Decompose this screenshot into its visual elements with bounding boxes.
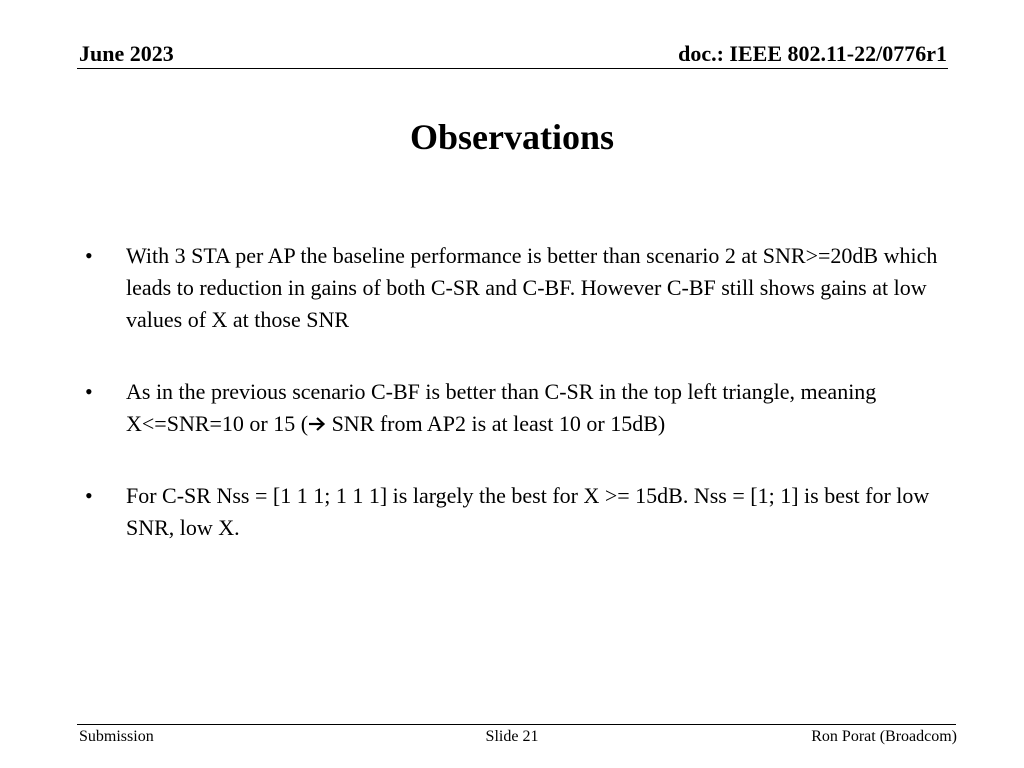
right-arrow-icon [308, 416, 326, 432]
slide-title: Observations [409, 117, 614, 157]
bullet-text: With 3 STA per AP the baseline performance is better than scenario 2 at SNR>=20dB which leads to reduction in gains of both C-SR and C-BF. However C-BF still shows gains at low values of X at those SNR [126, 243, 938, 332]
bullet-item [85, 480, 955, 544]
bullet-item [85, 376, 955, 440]
footer-author: Ron Porat (Broadcom) [811, 728, 957, 745]
bullet-text: SNR from AP2 is at least 10 or 15dB) [326, 411, 666, 436]
bullet-marker: • [85, 379, 93, 404]
bullet-text: As in the previous scenario C-BF is better than C-SR in the top left triangle, meaning X<=SNR=10 or 15 ( [126, 379, 877, 436]
footer-slide-number: Slide 21 [485, 728, 539, 745]
bullet-text: For C-SR Nss = [1 1 1; 1 1 1] is largely the best for X >= 15dB. Nss = [1; 1] is best for low SNR, low X. [126, 483, 930, 540]
bullet-item [85, 240, 955, 336]
header-doc-id: doc.: IEEE 802.11-22/0776r1 [678, 41, 947, 66]
footer-divider [77, 724, 956, 725]
header-date: June 2023 [79, 41, 174, 66]
bullet-marker: • [85, 483, 93, 508]
bullet-marker: • [85, 243, 93, 268]
footer-submission: Submission [79, 728, 154, 745]
header-divider [77, 68, 948, 69]
bullet-list [85, 240, 955, 544]
